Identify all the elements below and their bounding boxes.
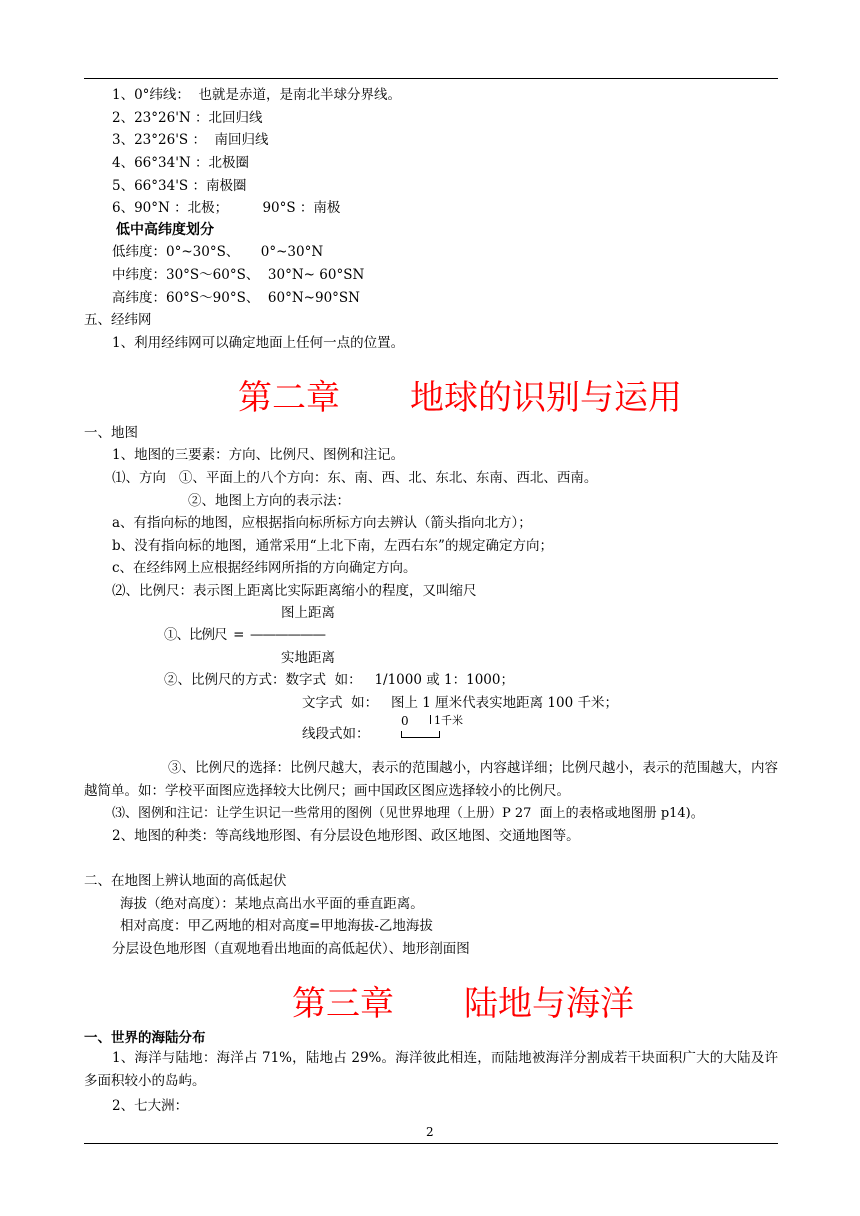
chapter-2-number: 第二章	[238, 378, 340, 418]
ch3-line-2: 2、七大洲：	[112, 1098, 189, 1114]
lat-line-5: 5、66°34'S ：南极圈	[112, 178, 247, 194]
zone-low: 低纬度：0°~30°S、 0°~30°N	[112, 244, 324, 260]
zone-high: 高纬度：60°S～90°S、 60°N~90°SN	[112, 290, 360, 306]
ch2-line-8: ②、比例尺的方式：数字式 如： 1/1000 或 1：1000；	[164, 672, 514, 688]
fraction-top: 图上距离	[281, 605, 335, 621]
scale-bar-mid-tick	[430, 715, 431, 724]
ch2-line-14: 海拔（绝对高度）：某地点高出水平面的垂直距离。	[120, 896, 424, 912]
ch2-line-6: c、在经纬网上应根据经纬网所指的方向确定方向。	[112, 560, 417, 576]
lat-line-1: 1、0°纬线： 也就是赤道，是南北半球分界线。	[112, 87, 402, 103]
ch3-section-1: 一、世界的海陆分布	[84, 1030, 206, 1046]
top-rule	[84, 78, 778, 79]
scale-bar	[401, 731, 440, 738]
chapter-2-title: 地球的识别与运用	[410, 378, 682, 418]
chapter-3-title: 陆地与海洋	[464, 984, 634, 1024]
scale-zero-label: 0	[401, 714, 409, 728]
lat-line-4: 4、66°34'N ：北极圈	[112, 155, 250, 171]
lat-line-3: 3、23°26'S ： 南回归线	[112, 132, 269, 148]
zone-heading: 低中高纬度划分	[116, 222, 214, 238]
ch2-line-10: 线段式如：	[302, 726, 370, 742]
ch3-line-1: 1、海洋与陆地：海洋占 71%，陆地占 29%。海洋彼此相连，而陆地被海洋分割成若干块面积广大的大陆及许多面积较小的岛屿。	[84, 1050, 778, 1089]
ch2-section-2: 二、在地图上辨认地面的高低起伏	[84, 873, 287, 889]
section-5-title: 五、经纬网	[84, 312, 152, 328]
ch2-line-3: ②、地图上方向的表示法：	[188, 493, 350, 509]
ch2-line-1: 1、地图的三要素：方向、比例尺、图例和注记。	[112, 447, 405, 463]
ch2-line-4: a、有指向标的地图，应根据指向标所标方向去辨认（箭头指向北方）；	[112, 515, 532, 531]
ch2-section-1: 一、地图	[84, 425, 138, 441]
ch2-line-2: ⑴、方向 ①、平面上的八个方向：东、南、西、北、东北、东南、西北、西南。	[112, 470, 598, 486]
chapter-3-number: 第三章	[292, 984, 394, 1024]
fraction-formula: ①、比例尺 = ——————	[164, 627, 325, 643]
ch2-line-11: ③、比例尺的选择：比例尺越大，表示的范围越小，内容越详细；比例尺越小，表示的范围越大，内容越简单。如：学校平面图应选择较大比例尺；画中国政区图应选择较小的比例尺。	[84, 760, 778, 799]
ch2-line-13: 2、地图的种类：等高线地形图、有分层设色地形图、政区地图、交通地图等。	[112, 828, 580, 844]
chapter-2-heading	[238, 378, 682, 418]
ch2-line-15: 相对高度：甲乙两地的相对高度=甲地海拔-乙地海拔	[120, 918, 433, 934]
lat-line-2: 2、23°26'N ：北回归线	[112, 110, 263, 126]
ch2-line-5: b、没有指向标的地图，通常采用“上北下南，左西右东”的规定确定方向；	[112, 538, 553, 554]
section-5-item: 1、利用经纬网可以确定地面上任何一点的位置。	[112, 335, 405, 351]
chapter-3-heading	[292, 984, 634, 1024]
ch2-line-12: ⑶、图例和注记：让学生识记一些常用的图例（见世界地理（上册）P 27 面上的表格或地图册 p14)。	[112, 806, 704, 821]
zone-mid: 中纬度：30°S～60°S、 30°N~ 60°SN	[112, 267, 365, 283]
ch2-line-9: 文字式 如： 图上 1 厘米代表实地距离 100 千米；	[302, 695, 618, 711]
fraction-bottom: 实地距离	[281, 650, 335, 666]
page-number: 2	[426, 1125, 434, 1139]
bottom-rule	[84, 1143, 778, 1144]
ch2-line-16: 分层设色地形图（直观地看出地面的高低起伏）、地形剖面图	[112, 941, 470, 957]
ch2-line-7: ⑵、比例尺：表示图上距离比实际距离缩小的程度，又叫缩尺	[112, 583, 477, 599]
lat-line-6: 6、90°N ：北极； 90°S ：南极	[112, 200, 341, 216]
scale-km-label: 1千米	[434, 714, 463, 727]
